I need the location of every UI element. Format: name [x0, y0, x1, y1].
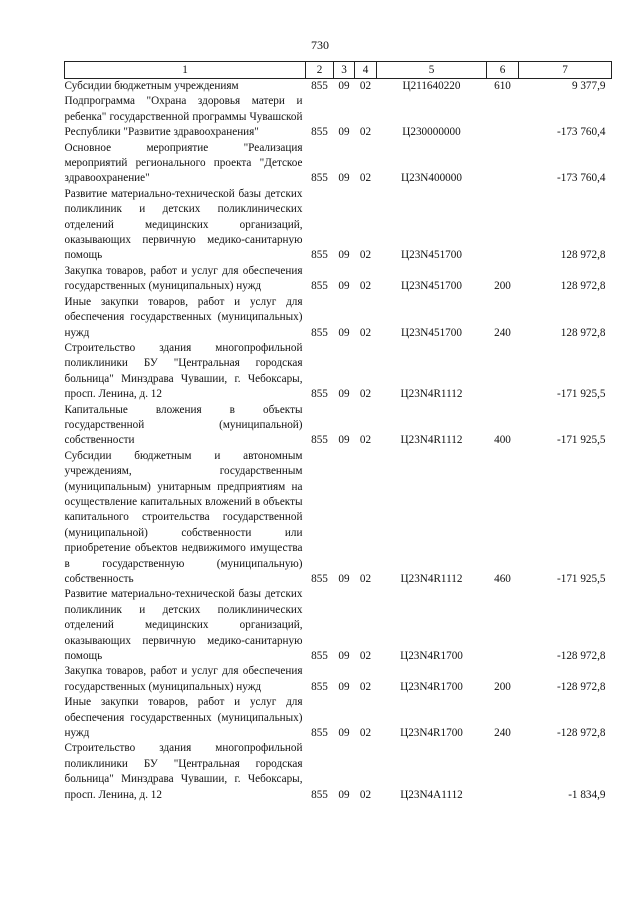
- column-header-6: 6: [487, 62, 519, 79]
- row-name-cell: Основное мероприятие "Реализация мероприятий регионального проекта "Детское здравоохранение": [64, 141, 303, 185]
- row-name-cell: Развитие материально-технической базы детских поликлиник и детских поликлинических отделений медицинских организаций, оказывающих первичную медико-санитарную помощь: [64, 187, 303, 262]
- column-header-3: 3: [334, 62, 355, 79]
- target-article-cell: Ц23N4R1700: [400, 680, 463, 693]
- table-row: [65, 264, 612, 295]
- target-article-cell: Ц23N4R1112: [400, 573, 463, 585]
- subsection-code-cell: 02: [359, 680, 372, 693]
- expense-type-cell: 240: [494, 326, 511, 339]
- table-row: [65, 79, 612, 95]
- target-article-cell: Ц211640220: [402, 80, 461, 92]
- row-name-cell: Закупка товаров, работ и услуг для обеспечения государственных (муниципальных) нужд: [64, 665, 303, 693]
- table-body: [65, 79, 612, 804]
- ministry-code-cell: 855: [311, 249, 328, 262]
- section-code-cell: 09: [338, 80, 350, 92]
- column-header-2: 2: [306, 62, 334, 79]
- target-article-cell: Ц23N451700: [401, 326, 462, 339]
- table-row: [65, 295, 612, 341]
- section-code-cell: 09: [338, 573, 350, 585]
- subsection-code-cell: 02: [359, 172, 372, 185]
- ministry-code-cell: 855: [311, 650, 328, 663]
- expense-type-cell: [487, 94, 519, 140]
- section-code-cell: 09: [338, 280, 350, 293]
- budget-table: [64, 61, 612, 803]
- section-code-cell: 09: [338, 650, 350, 663]
- target-article-cell: Ц23N451700: [401, 249, 462, 262]
- target-article-cell: Ц23N4R1112: [400, 388, 463, 401]
- expense-type-cell: 610: [494, 80, 511, 92]
- subsection-code-cell: 02: [359, 80, 372, 92]
- ministry-code-cell: 855: [311, 80, 328, 92]
- subsection-code-cell: 02: [359, 650, 372, 663]
- table-row: [65, 341, 612, 403]
- subsection-code-cell: 02: [359, 126, 372, 139]
- target-article-cell: Ц23N4R1112: [400, 434, 463, 447]
- expense-type-cell: 200: [494, 680, 511, 693]
- table-row: [65, 187, 612, 264]
- expense-type-cell: [487, 741, 519, 803]
- section-code-cell: 09: [338, 680, 350, 693]
- ministry-code-cell: 855: [311, 434, 328, 447]
- amount-cell: 128 972,8: [560, 249, 606, 262]
- row-name-cell: Развитие материально-технической базы детских поликлиник и детских поликлинических отделений медицинских организаций, оказывающих первичную медико-санитарную помощь: [64, 588, 303, 663]
- amount-cell: -128 972,8: [557, 680, 606, 693]
- subsection-code-cell: 02: [359, 388, 372, 401]
- amount-cell: -171 925,5: [557, 388, 606, 401]
- section-code-cell: 09: [338, 727, 350, 740]
- column-header-4: 4: [355, 62, 377, 79]
- target-article-cell: Ц23N451700: [401, 280, 462, 293]
- amount-cell: -171 925,5: [557, 573, 606, 585]
- amount-cell: -171 925,5: [557, 434, 606, 447]
- row-name-cell: Строительство здания многопрофильной поликлиники БУ "Центральная городская больница" Минздрава Чувашии, г. Чебоксары, просп. Ленина, д. 12: [64, 742, 303, 801]
- row-name-cell: Иные закупки товаров, работ и услуг для обеспечения государственных (муниципальных) нужд: [64, 295, 303, 339]
- row-name-cell: Строительство здания многопрофильной поликлиники БУ "Центральная городская больница" Минздрава Чувашии, г. Чебоксары, просп. Ленина, д. 12: [64, 341, 303, 401]
- section-code-cell: 09: [338, 788, 350, 801]
- expense-type-cell: [487, 187, 519, 264]
- expense-type-cell: [487, 587, 519, 664]
- row-name-cell: Подпрограмма "Охрана здоровья матери и ребенка" государственной программы Чувашской Республики "Развитие здравоохранения": [64, 95, 303, 139]
- section-code-cell: 09: [338, 172, 350, 185]
- amount-cell: -128 972,8: [557, 650, 606, 663]
- ministry-code-cell: 855: [311, 573, 328, 585]
- table-row: [65, 449, 612, 588]
- amount-cell: 9 377,9: [571, 80, 606, 92]
- section-code-cell: 09: [338, 388, 350, 401]
- expense-type-cell: 240: [494, 727, 511, 740]
- expense-type-cell: [487, 141, 519, 187]
- target-article-cell: Ц23N4R1700: [400, 727, 463, 740]
- column-header-1: 1: [65, 62, 306, 79]
- subsection-code-cell: 02: [359, 573, 372, 585]
- amount-cell: -173 760,4: [557, 172, 606, 185]
- ministry-code-cell: 855: [311, 388, 328, 401]
- section-code-cell: 09: [338, 249, 350, 262]
- section-code-cell: 09: [338, 326, 350, 339]
- section-code-cell: 09: [338, 126, 350, 139]
- amount-cell: 128 972,8: [560, 280, 606, 293]
- row-name-cell: Субсидии бюджетным и автономным учреждениям, государственным (муниципальным) унитарным предприятиям на осуществление капитальных вложений в объекты капитального строительства государственной (муниципальной) собственности или приобретение объектов недвижимого имущества в государственную (муниципальную) собственность: [64, 449, 303, 585]
- row-name-cell: Субсидии бюджетным учреждениям: [64, 80, 239, 92]
- ministry-code-cell: 855: [311, 680, 328, 693]
- target-article-cell: Ц23N4A1112: [400, 788, 463, 801]
- target-article-cell: Ц23N400000: [401, 172, 462, 185]
- amount-cell: -1 834,9: [568, 788, 606, 801]
- expense-type-cell: 200: [494, 280, 511, 293]
- amount-cell: -128 972,8: [557, 727, 606, 740]
- table-row: [65, 741, 612, 803]
- ministry-code-cell: 855: [311, 788, 328, 801]
- amount-cell: 128 972,8: [560, 326, 606, 339]
- expense-type-cell: [487, 341, 519, 403]
- expense-type-cell: 400: [494, 434, 511, 447]
- ministry-code-cell: 855: [311, 326, 328, 339]
- table-row: [65, 403, 612, 449]
- table-row: [65, 94, 612, 140]
- table-header: [65, 62, 612, 79]
- column-header-7: 7: [519, 62, 612, 79]
- table-row: [65, 664, 612, 695]
- column-header-5: 5: [377, 62, 487, 79]
- ministry-code-cell: 855: [311, 126, 328, 139]
- target-article-cell: Ц230000000: [402, 126, 461, 139]
- ministry-code-cell: 855: [311, 727, 328, 740]
- subsection-code-cell: 02: [359, 434, 372, 447]
- subsection-code-cell: 02: [359, 727, 372, 740]
- page-number: 730: [311, 38, 329, 52]
- row-name-cell: Иные закупки товаров, работ и услуг для обеспечения государственных (муниципальных) нужд: [64, 696, 303, 740]
- subsection-code-cell: 02: [359, 788, 372, 801]
- table-row: [65, 695, 612, 741]
- table-row: [65, 587, 612, 664]
- row-name-cell: Закупка товаров, работ и услуг для обеспечения государственных (муниципальных) нужд: [64, 264, 303, 293]
- ministry-code-cell: 855: [311, 172, 328, 185]
- section-code-cell: 09: [338, 434, 350, 447]
- table-row: [65, 141, 612, 187]
- subsection-code-cell: 02: [359, 280, 372, 293]
- subsection-code-cell: 02: [359, 326, 372, 339]
- subsection-code-cell: 02: [359, 249, 372, 262]
- row-name-cell: Капитальные вложения в объекты государственной (муниципальной) собственности: [64, 403, 303, 447]
- ministry-code-cell: 855: [311, 280, 328, 293]
- amount-cell: -173 760,4: [557, 126, 606, 139]
- expense-type-cell: 460: [494, 573, 511, 585]
- target-article-cell: Ц23N4R1700: [400, 650, 463, 663]
